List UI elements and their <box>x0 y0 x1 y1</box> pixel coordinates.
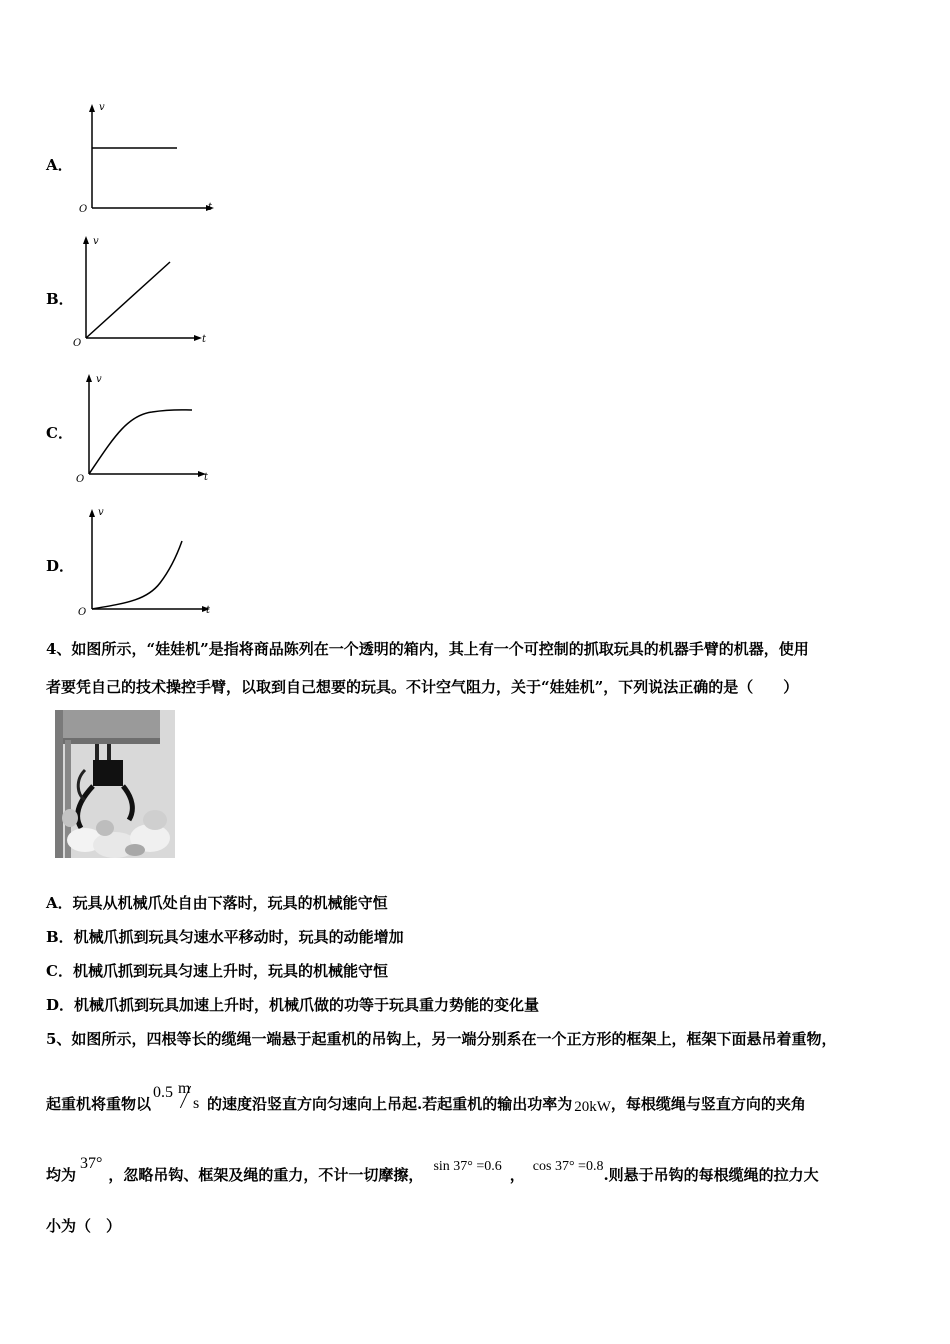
graph-d-curve <box>92 541 182 609</box>
q5-line3-text-b: ，忽略吊钩、框架及绳的重力，不计一切摩擦， <box>108 1166 424 1184</box>
q5-line2-text-a: 起重机将重物以 <box>46 1095 152 1113</box>
graph-a-v-label: v <box>99 102 105 113</box>
q5-line2-text-c: ，每根缆绳与竖直方向的夹角 <box>610 1095 806 1113</box>
q5-line2-text-b: 的速度沿竖直方向匀速向上吊起.若起重机的输出功率为 <box>207 1095 573 1113</box>
claw-machine-photo <box>55 710 175 858</box>
q4-option-c: C．机械爪抓到玩具匀速上升时，玩具的机械能守恒 <box>46 962 388 980</box>
q5-speed-unit-m: m <box>178 1080 191 1097</box>
q5-speed-unit-s: s <box>193 1095 200 1112</box>
graph-c-v-label: v <box>96 374 102 385</box>
graph-b-v-label: v <box>93 236 99 247</box>
q5-speed-number: 0.5 <box>153 1084 174 1101</box>
q4-option-a: A．玩具从机械爪处自由下落时，玩具的机械能守恒 <box>46 894 388 912</box>
graph-b <box>72 232 222 349</box>
option-a-label: A． <box>46 156 73 174</box>
graph-d-y-arrow <box>89 509 95 517</box>
q4-stem-line1: 4、如图所示，“娃娃机”是指将商品陈列在一个透明的箱内，其上有一个可控制的抓取玩具的机器手臂的机器，使用 <box>46 640 809 658</box>
q5-angle-value: 37° <box>80 1155 103 1172</box>
graph-c-t-label: t <box>204 472 209 483</box>
q5-stem-line2 <box>46 1080 806 1116</box>
graph-d <box>72 505 222 618</box>
q5-stem-line3 <box>46 1152 819 1188</box>
q4-option-b: B．机械爪抓到玩具匀速水平移动时，玩具的动能增加 <box>46 928 404 946</box>
graph-c-y-arrow <box>86 374 92 382</box>
graph-d-v-label: v <box>98 507 104 518</box>
q5-stem-line4: 小为（ ） <box>46 1217 122 1235</box>
graph-b-curve <box>86 262 170 338</box>
option-d-label: D． <box>46 557 75 575</box>
q5-line3-text-a: 均为 <box>46 1166 77 1184</box>
graph-b-x-arrow <box>194 335 202 341</box>
graph-a-t-label: t <box>208 202 213 213</box>
q5-sin-expression: sin 37° =0.6 <box>433 1159 502 1174</box>
q4-stem-line2: 者要凭自己的技术操控手臂，以取到自己想要的玩具。不计空气阻力，关于“娃娃机”，下列说法正确的是（ ） <box>46 678 799 696</box>
graph-b-t-label: t <box>202 334 207 345</box>
q5-power-value: 20kW <box>574 1099 611 1115</box>
q5-line3-comma: ， <box>509 1166 525 1184</box>
option-c-label: C． <box>46 424 73 442</box>
graph-a-origin-label: O <box>79 204 88 215</box>
option-b-label: B． <box>46 290 74 308</box>
q5-speed-expression <box>151 1080 207 1114</box>
q5-cos-expression: cos 37° =0.8 <box>532 1159 604 1174</box>
graph-c <box>72 370 222 485</box>
graph-b-y-arrow <box>83 236 89 244</box>
graph-c-origin-label: O <box>76 474 85 485</box>
graph-c-curve <box>89 410 192 474</box>
graph-d-origin-label: O <box>78 607 87 618</box>
graph-a <box>72 100 222 215</box>
graph-a-y-arrow <box>89 104 95 112</box>
q4-option-d: D．机械爪抓到玩具加速上升时，机械爪做的功等于玩具重力势能的变化量 <box>46 996 540 1014</box>
q5-stem-line1: 5、如图所示，四根等长的缆绳一端悬于起重机的吊钩上，另一端分别系在一个正方形的框架上，框架下面悬吊着重物， <box>46 1030 837 1048</box>
q5-line3-text-c: .则悬于吊钩的每根缆绳的拉力大 <box>603 1166 819 1184</box>
graph-d-t-label: t <box>206 605 211 616</box>
graph-b-origin-label: O <box>73 338 82 349</box>
